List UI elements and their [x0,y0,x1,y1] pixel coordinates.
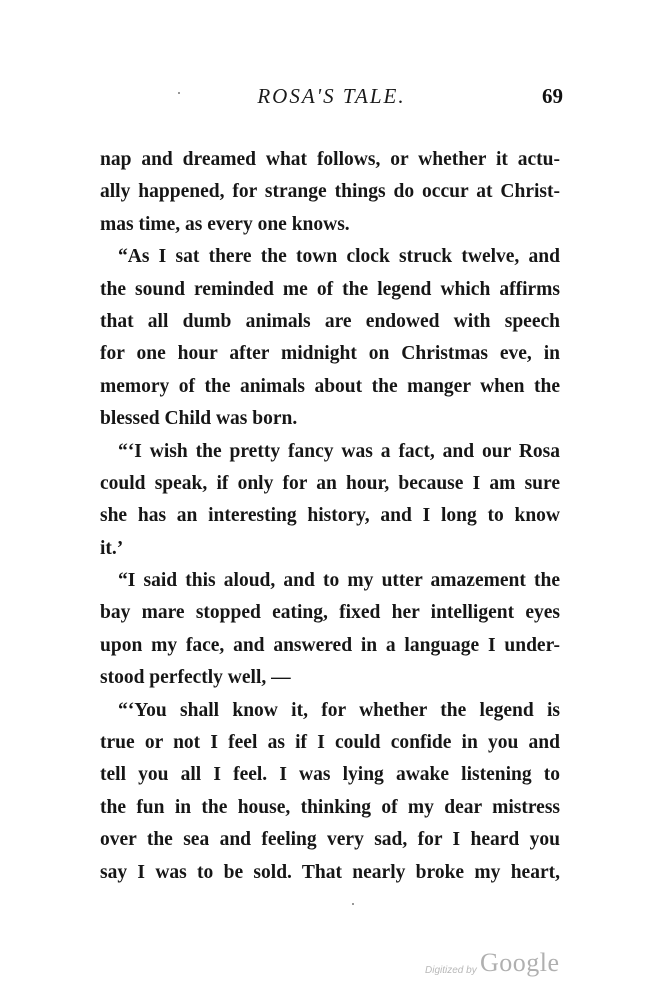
text-line: ally happened, for strange things do occur at Christ- [100,181,560,203]
text-line: the fun in the house, thinking of my dear mistress [100,796,560,818]
text-line: that all dumb animals are endowed with speech [100,310,560,332]
text-line: tell you all I feel. I was lying awake listening to [100,764,560,786]
text-line: it.’ [100,537,124,559]
text-line: blessed Child was born. [100,408,298,430]
text-line: the sound reminded me of the legend which affirms [100,278,560,300]
digitized-watermark [425,948,565,982]
watermark-prefix: Digitized by [425,965,477,976]
running-title: ROSA'S TALE. [257,84,406,108]
google-logo: Google [480,948,560,977]
text-line: “As I sat there the town clock struck twelve, and [118,246,560,268]
body-text [100,144,560,889]
text-line: upon my face, and answered in a language I under- [100,634,560,656]
text-line: “‘I wish the pretty fancy was a fact, and our Rosa [118,440,560,462]
text-line: for one hour after midnight on Christmas eve, in [100,343,560,365]
text-line: “‘You shall know it, for whether the legend is [118,699,560,721]
page-number: 69 [542,84,563,108]
text-line: “I said this aloud, and to my utter amazement the [118,570,560,592]
text-line: nap and dreamed what follows, or whether it actu- [100,149,560,170]
scan-speck [352,903,354,905]
text-line: stood perfectly well, — [100,667,291,689]
text-line: say I was to be sold. That nearly broke my heart, [100,861,560,883]
text-line: she has an interesting history, and I long to know [100,505,560,527]
text-line: over the sea and feeling very sad, for I heard you [100,829,560,851]
page-header [100,84,563,114]
text-line: true or not I feel as if I could confide in you and [100,732,560,754]
text-line: could speak, if only for an hour, because I am sure [100,472,560,494]
text-line: memory of the animals about the manger when the [100,375,560,397]
text-line: bay mare stopped eating, fixed her intelligent eyes [100,602,560,624]
scan-speck [178,92,180,94]
text-line: mas time, as every one knows. [100,213,350,235]
